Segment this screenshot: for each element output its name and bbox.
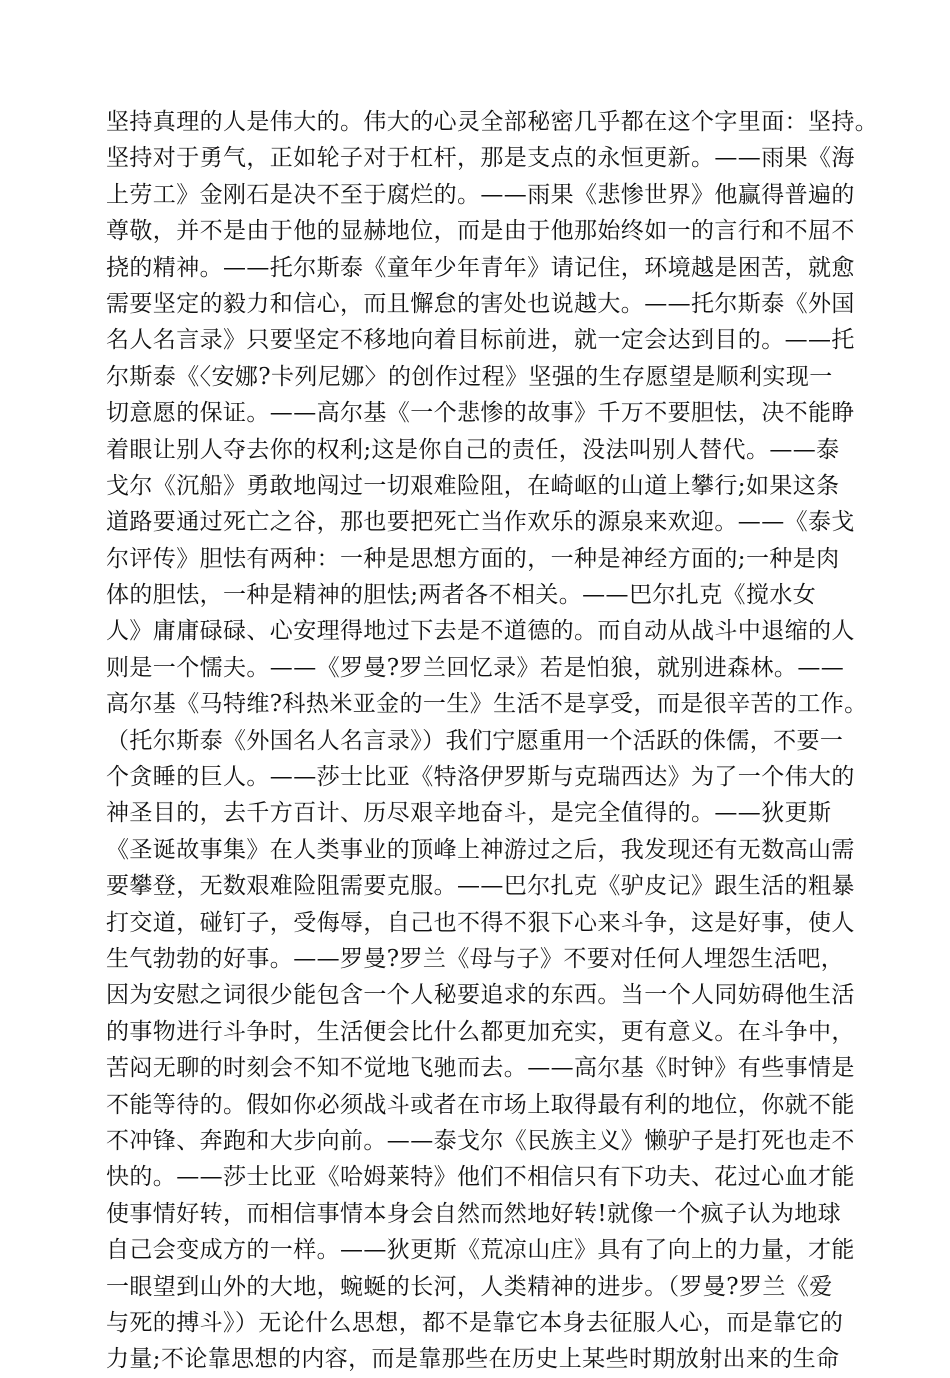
body-text [106,104,906,1378]
text-line: 生气勃勃的好事。——罗曼?罗兰《母与子》不要对任何人埋怨生活吧， [106,945,845,972]
text-line: 名人名言录》只要坚定不移地向着目标前进，就一定会达到目的。——托 [106,327,855,354]
text-line: 神圣目的，去千方百计、历尽艰辛地奋斗，是完全值得的。——狄更斯 [106,800,832,827]
text-line: 高尔基《马特维?科热米亚金的一生》生活不是享受，而是很辛苦的工作。 [106,691,868,718]
text-line: 与死的搏斗》）无论什么思想，都不是靠它本身去征服人心，而是靠它的 [106,1309,844,1336]
text-line: 《圣诞故事集》在人类事业的顶峰上神游过之后，我发现还有无数高山需 [106,836,855,863]
text-line: 坚持真理的人是伟大的。伟大的心灵全部秘密几乎都在这个字里面：坚持。 [106,109,879,135]
text-line: 快的。——莎士比亚《哈姆莱特》他们不相信只有下功夫、花过心血才能 [106,1164,855,1191]
text-line: 力量;不论靠思想的内容，而是靠那些在历史上某些时期放射出来的生命 [106,1346,840,1373]
text-line: 需要坚定的毅力和信心，而且懈怠的害处也说越大。——托尔斯泰《外国 [106,290,855,317]
text-line: 因为安慰之词很少能包含一个人秘要追求的东西。当一个人同妨碍他生活 [106,982,855,1009]
text-line: 挠的精神。——托尔斯泰《童年少年青年》请记住，环境越是困苦，就愈 [106,254,855,281]
text-line: 要攀登，无数艰难险阻需要克服。——巴尔扎克《驴皮记》跟生活的粗暴 [106,873,855,900]
text-line: 体的胆怯，一种是精神的胆怯;两者各不相关。——巴尔扎克《搅水女 [106,582,817,609]
text-line: 个贪睡的巨人。——莎士比亚《特洛伊罗斯与克瑞西达》为了一个伟大的 [106,764,855,791]
text-line: 的事物进行斗争时，生活便会比什么都更加充实，更有意义。在斗争中， [106,1018,855,1045]
text-line: 人》庸庸碌碌、心安理得地过下去是不道德的。而自动从战斗中退缩的人 [106,618,855,645]
text-line: 打交道，碰钉子，受侮辱，自己也不得不狠下心来斗争，这是好事，使人 [106,909,855,936]
text-line: （托尔斯泰《外国名人名言录》）我们宁愿重用一个活跃的侏儒，不要一 [106,727,844,754]
text-line: 着眼让别人夺去你的权利;这是你自己的责任，没法叫别人替代。——泰 [106,436,840,463]
text-line: 切意愿的保证。——高尔基《一个悲惨的故事》千万不要胆怯，决不能睁 [106,400,855,427]
text-line: 则是一个懦夫。——《罗曼?罗兰回忆录》若是怕狼，就别进森林。—— [106,654,845,681]
text-line: 苦闷无聊的时刻会不知不觉地飞驰而去。——高尔基《时钟》有些事情是 [106,1055,855,1082]
text-line: 戈尔《沉船》勇敢地闯过一切艰难险阻，在崎岖的山道上攀行;如果这条 [106,472,840,499]
text-line: 自己会变成方的一样。——狄更斯《荒凉山庄》具有了向上的力量，才能 [106,1237,855,1264]
text-line: 道路要通过死亡之谷，那也要把死亡当作欢乐的源泉来欢迎。——《泰戈 [106,509,855,536]
text-line: 尔评传》胆怯有两种：一种是思想方面的，一种是神经方面的;一种是肉 [106,545,840,572]
text-line: 上劳工》金刚石是决不至于腐烂的。——雨果《悲惨世界》他赢得普遍的 [106,181,855,208]
text-line: 不冲锋、奔跑和大步向前。——泰戈尔《民族主义》懒驴子是打死也走不 [106,1127,855,1154]
text-line: 使事情好转，而相信事情本身会自然而然地好转!就像一个疯子认为地球 [106,1200,842,1227]
text-line: 一眼望到山外的大地，蜿蜒的长河，人类精神的进步。（罗曼?罗兰《爱 [106,1273,833,1300]
text-line: 不能等待的。假如你必须战斗或者在市场上取得最有利的地位，你就不能 [106,1091,855,1118]
text-line: 尔斯泰《〈安娜?卡列尼娜〉的创作过程》坚强的生存愿望是顺利实现一 [106,363,833,390]
text-line: 坚持对于勇气，正如轮子对于杠杆，那是支点的永恒更新。——雨果《海 [106,145,855,172]
text-line: 尊敬，并不是由于他的显赫地位，而是由于他那始终如一的言行和不屈不 [106,218,855,245]
